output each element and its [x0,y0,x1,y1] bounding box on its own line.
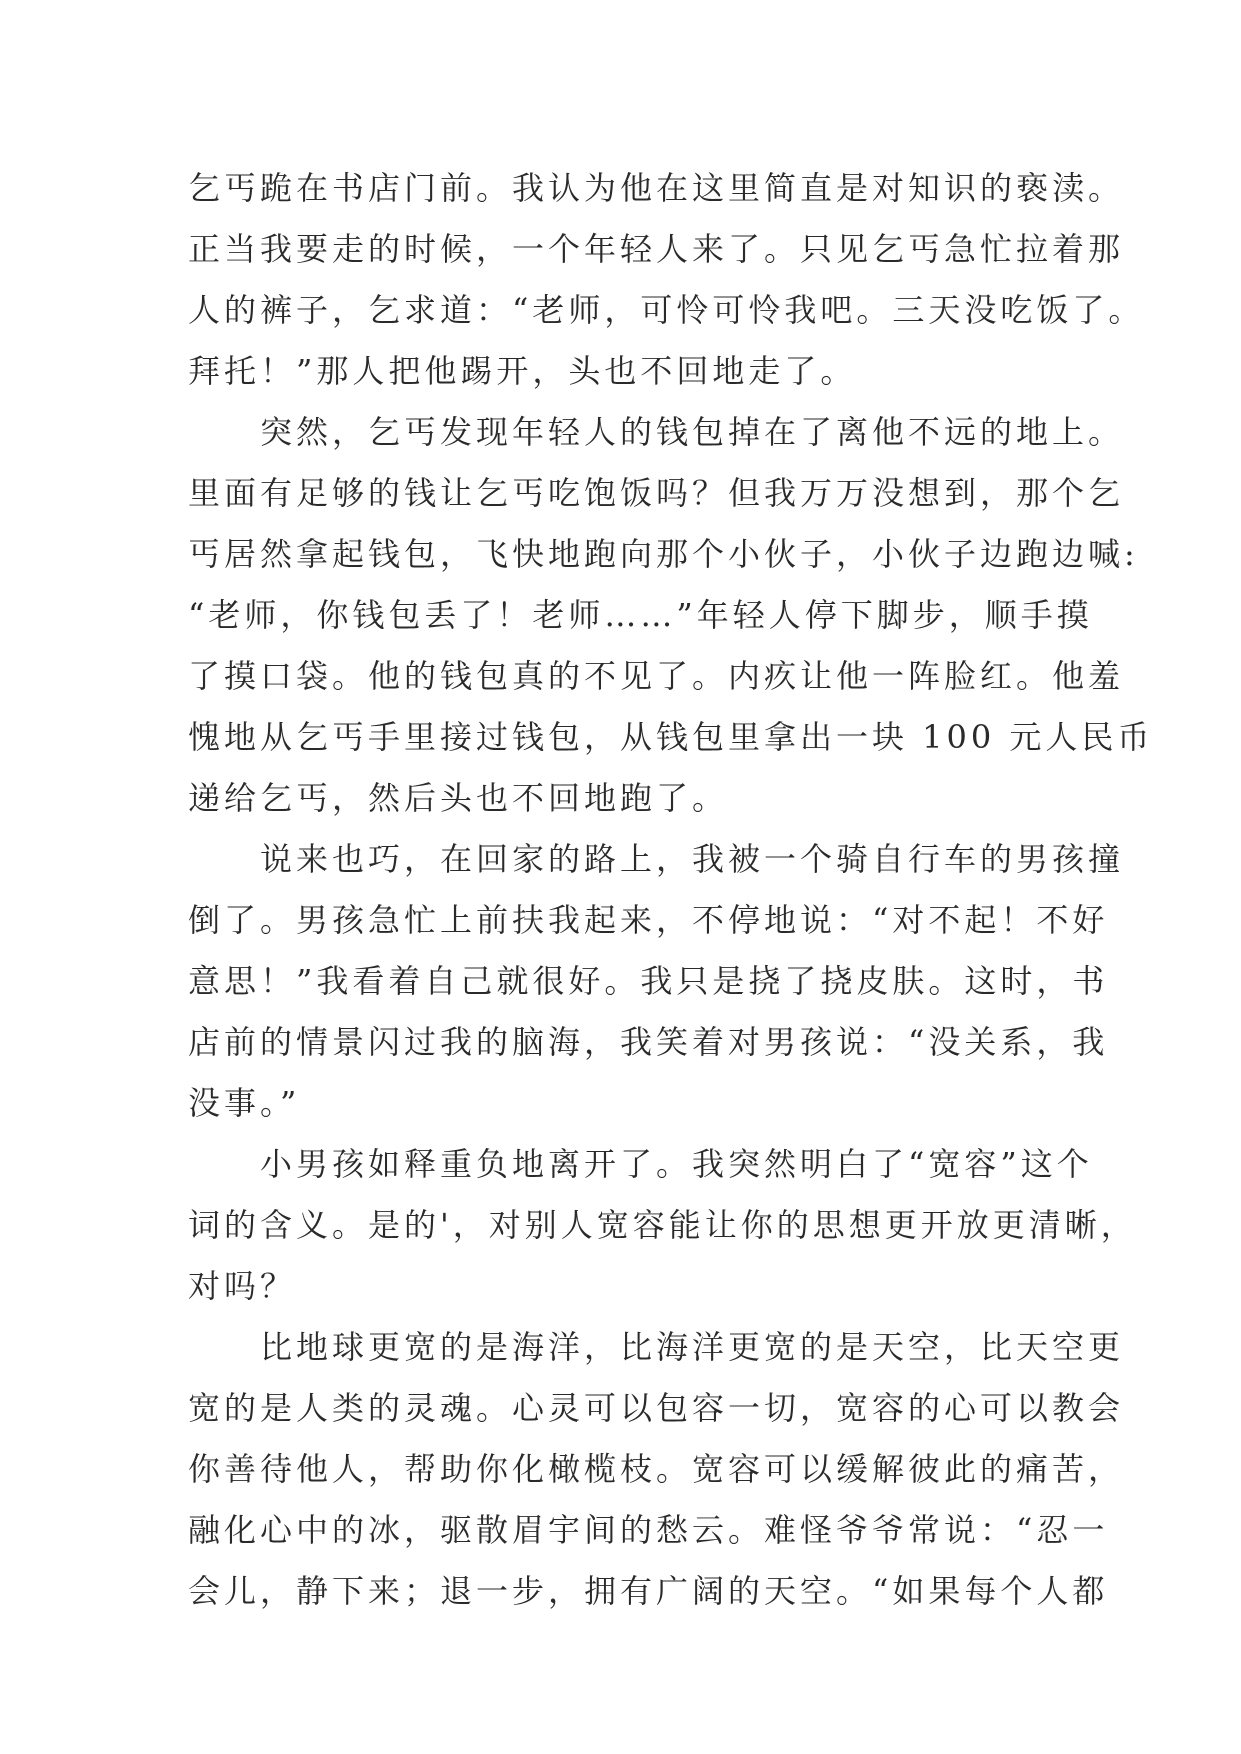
text-line: 愧地从乞丐手里接过钱包，从钱包里拿出一块 100 元人民币 [188,718,1154,756]
text-line: 你善待他人，帮助你化橄榄枝。宽容可以缓解彼此的痛苦， [188,1450,1125,1488]
text-line: 递给乞丐，然后头也不回地跑了。 [188,779,729,817]
text-line: 词的含义。是的'，对别人宽容能让你的思想更开放更清晰， [188,1206,1137,1244]
body-text [188,158,1154,1622]
text-line: 里面有足够的钱让乞丐吃饱饭吗？但我万万没想到，那个乞 [188,474,1125,512]
text-line: 会儿，静下来；退一步，拥有广阔的天空。“如果每个人都 [188,1572,1109,1610]
text-line: 融化心中的冰，驱散眉宇间的愁云。难怪爷爷常说：“忍一 [188,1511,1109,1549]
text-line: 乞丐跪在书店门前。我认为他在这里简直是对知识的亵渎。 [188,169,1125,207]
text-line: 正当我要走的时候，一个年轻人来了。只见乞丐急忙拉着那 [188,230,1125,268]
text-line: 拜托！”那人把他踢开，头也不回地走了。 [188,352,857,390]
text-line: 比地球更宽的是海洋，比海洋更宽的是天空，比天空更 [188,1328,1125,1366]
text-line: 突然，乞丐发现年轻人的钱包掉在了离他不远的地上。 [188,413,1125,451]
text-line: 小男孩如释重负地离开了。我突然明白了“宽容”这个 [188,1145,1093,1183]
text-line: “老师，你钱包丢了！老师……”年轻人停下脚步，顺手摸 [188,596,1093,634]
text-line: 意思！”我看着自己就很好。我只是挠了挠皮肤。这时，书 [188,962,1109,1000]
text-line: 人的裤子，乞求道：“老师，可怜可怜我吧。三天没吃饭了。 [188,291,1145,329]
text-line: 说来也巧，在回家的路上，我被一个骑自行车的男孩撞 [188,840,1125,878]
text-line: 倒了。男孩急忙上前扶我起来，不停地说：“对不起！不好 [188,901,1109,939]
text-line: 店前的情景闪过我的脑海，我笑着对男孩说：“没关系，我 [188,1023,1109,1061]
text-line: 丐居然拿起钱包，飞快地跑向那个小伙子，小伙子边跑边喊: [188,535,1139,573]
text-line: 对吗？ [188,1267,297,1305]
text-line: 了摸口袋。他的钱包真的不见了。内疚让他一阵脸红。他羞 [188,657,1125,695]
text-line: 没事。” [188,1084,301,1122]
text-line: 宽的是人类的灵魂。心灵可以包容一切，宽容的心可以教会 [188,1389,1125,1427]
